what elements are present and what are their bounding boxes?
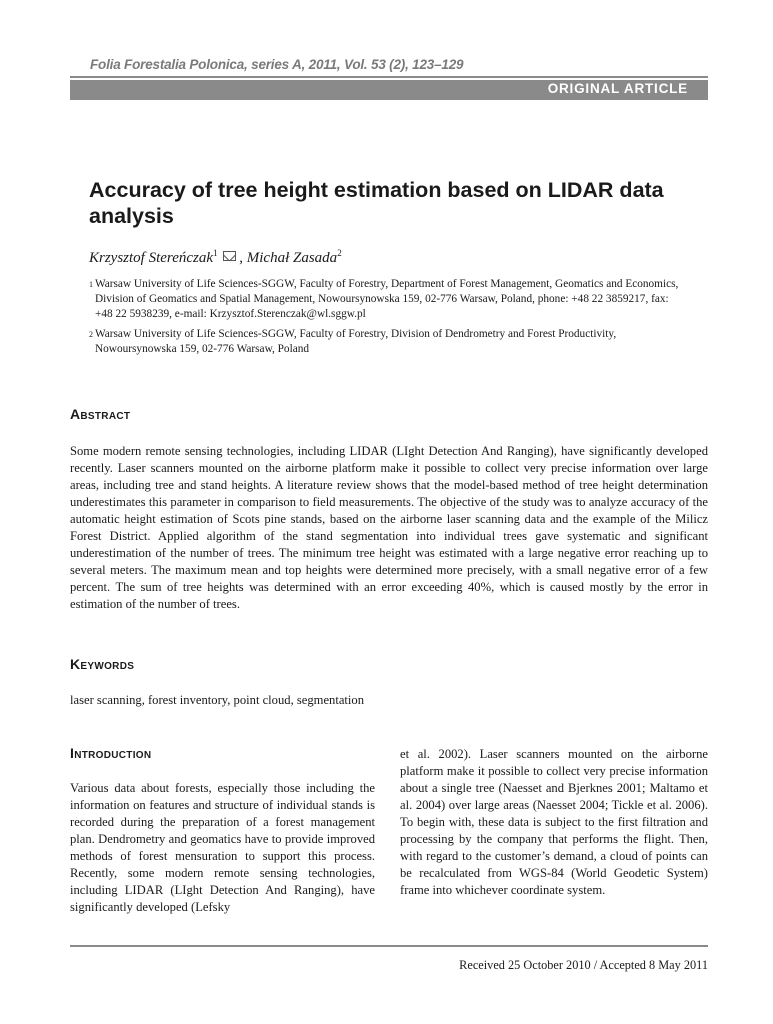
article-type-bar (70, 80, 708, 100)
author-affiliation-marker: 2 (337, 248, 342, 258)
affiliation-text: Warsaw University of Life Sciences-SGGW, Faculty of Forestry, Division of Dendrometry and Forest Productivity, Nowoursynowska 159, 02-776 Warsaw, Poland (95, 328, 617, 355)
affiliation (89, 327, 689, 357)
keywords-heading: Keywords (70, 656, 135, 672)
author-affiliation-marker: 1 (213, 248, 218, 258)
header-rule (70, 76, 708, 78)
abstract-heading: Abstract (70, 406, 131, 422)
author-name: Michał Zasada (246, 250, 338, 266)
abstract-text: Some modern remote sensing technologies, including LIDAR (LIght Detection And Ranging), have significantly developed recently. Laser scanners mounted on the airborne platform make it possible to collect very precise information over large areas, including tree and stand heights. A literature review shows that the model-based method of tree height determination underestimates this parameter in comparison to field measurements. The objective of the study was to analyze accuracy of the automatic height estimation of Scots pine stands, based on the airborne laser scanning data and the example of the Milicz Forest District. Applied algorithm of the stand segmentation into individual trees gave systematic and significant underestimation of the number of trees. The minimum tree height was estimated with a large negative error reaching up to several meters. The maximum mean and top heights were determined more precisely, with a small negative error of a few percent. The sum of tree heights was determined with an error exceeding 40%, which is caused mostly by the error in estimation of the number of trees. (70, 444, 708, 611)
paper-title: Accuracy of tree height estimation based on LIDAR data analysis (89, 178, 664, 228)
introduction-text-left: Various data about forests, especially those including the information on features and structure of individual stands is recorded during the preparation of a forest management plan. Dendrometry and geomatics have to provide improved methods of forest mensuration to support this process. Recently, some modern remote sensing technologies, including LIDAR (LIght Detection And Ranging), have significantly developed (Lefsky (70, 781, 375, 914)
article-type-label: ORIGINAL ARTICLE (547, 81, 688, 96)
affiliation-text: Warsaw University of Life Sciences-SGGW, Faculty of Forestry, Department of Forest Management, Geomatics and Economics, Division of Geomatics and Spatial Management, Nowoursynowska 159, 02-776 Warsaw, Poland, phone: +48 22 3859217, fax: +48 22 5938239, e-mail: Krzysztof.Sterenczak@wl.sggw.pl (95, 278, 679, 320)
footer-rule (70, 945, 708, 947)
journal-citation: Folia Forestalia Polonica, series A, 2011, Vol. 53 (2), 123–129 (90, 57, 464, 72)
author-name: Krzysztof Stereńczak (89, 250, 214, 266)
introduction-text-right: et al. 2002). Laser scanners mounted on the airborne platform make it possible to collect very precise information about a single tree (Naesset and Bjerknes 2001; Maltamo et al. 2004) over large areas (Naesset 2004; Tickle et al. 2006). To begin with, these data is subject to the first filtration and processing by the company that performs the flight. Then, with regard to the customer’s demand, a cloud of points can be recalculated from WGS-84 (World Geodetic System) frame into whichever coordinate system. (400, 747, 708, 897)
affiliation (89, 277, 689, 322)
affiliation-number: 1 (89, 280, 93, 289)
keywords-text: laser scanning, forest inventory, point cloud, segmentation (70, 693, 365, 707)
author-separator: , (239, 250, 247, 266)
introduction-heading: Introduction (70, 745, 152, 761)
affiliation-number: 2 (89, 330, 93, 339)
received-dates: Received 25 October 2010 / Accepted 8 May 2011 (459, 958, 708, 972)
author-line (89, 248, 342, 267)
envelope-icon (223, 251, 236, 261)
